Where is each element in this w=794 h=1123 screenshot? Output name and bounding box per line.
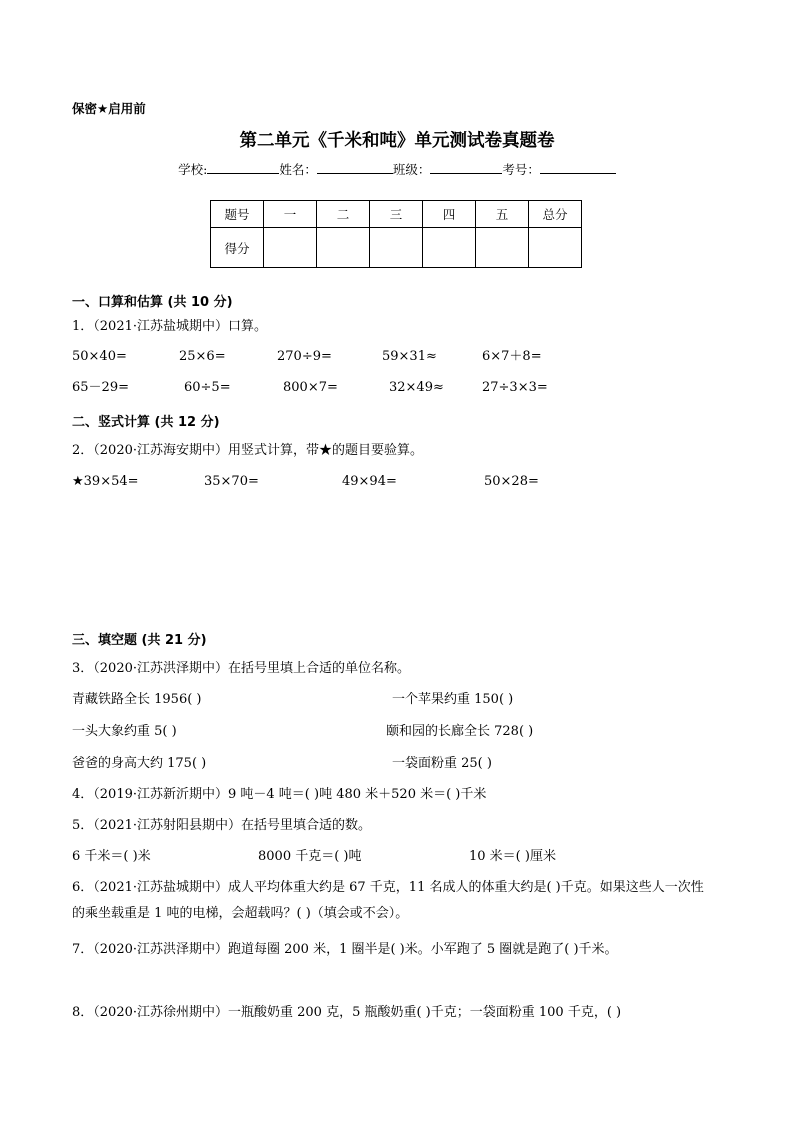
score-cell[interactable]: [370, 228, 423, 268]
q1-item: 6×7＋8=: [482, 349, 542, 364]
class-blank[interactable]: [430, 160, 502, 174]
q1-item: 25×6=: [179, 349, 226, 364]
score-header-cell: 总分: [529, 201, 582, 228]
question-5-stem: 5．（2021·江苏射阳县期中）在括号里填合适的数。: [72, 818, 371, 833]
exam-no-label: 考号：: [502, 162, 540, 177]
score-table: [210, 200, 582, 268]
q5-item: 10 米＝( )厘米: [469, 849, 556, 864]
q1-item: 50×40=: [72, 349, 127, 364]
score-header-cell: 三: [370, 201, 423, 228]
section-heading-2: 二、竖式计算 (共 12 分): [72, 415, 220, 430]
q1-item: 32×49≈: [389, 380, 444, 395]
question-7: 7．（2020·江苏洪泽期中）跑道每圈 200 米，1 圈半是( )米。小军跑了 5 圈就是跑了( )千米。: [72, 942, 618, 957]
class-label: 班级：: [392, 162, 431, 177]
q2-item: ★39×54=: [72, 474, 139, 489]
score-cell[interactable]: [529, 228, 582, 268]
question-4: 4．（2019·江苏新沂期中）9 吨－4 吨＝( )吨 480 米＋520 米＝( )千米: [72, 787, 487, 802]
q2-item: 50×28=: [484, 474, 539, 489]
score-table-score-row: [211, 228, 582, 268]
q1-item: 270÷9=: [277, 349, 332, 364]
q1-item: 60÷5=: [184, 380, 231, 395]
q5-item: 8000 千克＝( )吨: [258, 849, 362, 864]
student-info-line: [0, 160, 794, 178]
score-header-cell: 题号: [211, 201, 264, 228]
q3-item: 青藏铁路全长 1956( ): [72, 692, 202, 707]
q5-item: 6 千米＝( )米: [72, 849, 151, 864]
q3-item: 一个苹果约重 150( ): [392, 692, 514, 707]
name-label: 姓名：: [279, 162, 317, 177]
q1-item: 59×31≈: [382, 349, 437, 364]
score-table-header-row: [211, 201, 582, 228]
school-label: 学校:: [178, 162, 208, 177]
question-2-stem: 2．（2020·江苏海安期中）用竖式计算，带★的题目要验算。: [72, 443, 423, 458]
question-3-stem: 3．（2020·江苏洪泽期中）在括号里填上合适的单位名称。: [72, 661, 410, 676]
question-1-stem: 1．（2021·江苏盐城期中）口算。: [72, 319, 267, 334]
q2-item: 49×94=: [342, 474, 397, 489]
name-blank[interactable]: [317, 160, 393, 174]
score-header-cell: 一: [264, 201, 317, 228]
score-cell[interactable]: [264, 228, 317, 268]
score-row-label: 得分: [211, 228, 264, 268]
q3-item: 一袋面粉重 25( ): [392, 756, 492, 771]
question-6: 6．（2021·江苏盐城期中）成人平均体重大约是 67 千克，11 名成人的体重大约是( )千克。如果这些人一次性的乘坐载重是 1 吨的电梯，会超载吗？( )（填会或不会）。: [72, 880, 704, 921]
exam-no-blank[interactable]: [540, 160, 616, 174]
section-heading-1: 一、口算和估算 (共 10 分): [72, 295, 233, 310]
score-header-cell: 二: [317, 201, 370, 228]
q3-item: 爸爸的身高大约 175( ): [72, 756, 207, 771]
q3-item: 颐和园的长廊全长 728( ): [386, 724, 534, 739]
school-blank[interactable]: [207, 160, 279, 174]
q1-item: 65－29=: [72, 380, 129, 395]
score-header-cell: 五: [476, 201, 529, 228]
question-8: 8．（2020·江苏徐州期中）一瓶酸奶重 200 克，5 瓶酸奶重( )千克；一袋面粉重 100 千克，( ): [72, 1005, 622, 1020]
score-cell[interactable]: [317, 228, 370, 268]
q1-item: 800×7=: [283, 380, 338, 395]
score-cell[interactable]: [423, 228, 476, 268]
page-title: 第二单元《千米和吨》单元测试卷真题卷: [239, 131, 555, 151]
score-cell[interactable]: [476, 228, 529, 268]
section-heading-3: 三、填空题 (共 21 分): [72, 633, 207, 648]
q3-item: 一头大象约重 5( ): [72, 724, 177, 739]
confidential-label: 保密★启用前: [72, 101, 146, 116]
score-header-cell: 四: [423, 201, 476, 228]
q1-item: 27÷3×3=: [482, 380, 548, 395]
q2-item: 35×70=: [204, 474, 259, 489]
